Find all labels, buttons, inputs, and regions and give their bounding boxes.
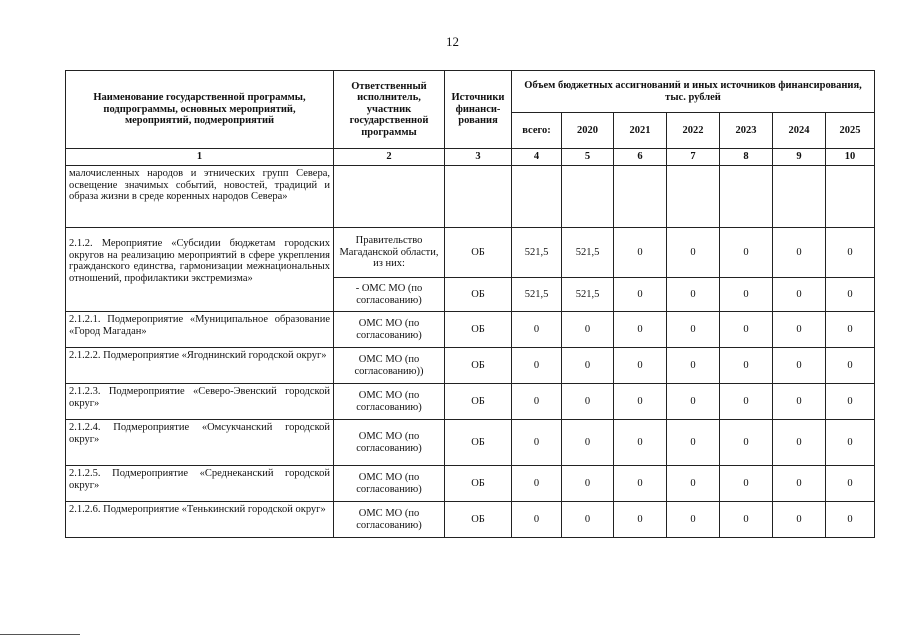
header-year-2025: 2025: [826, 113, 875, 149]
executor-cell: ОМС МО (по согласованию): [334, 466, 445, 502]
value-cell: 0: [826, 228, 875, 278]
source-cell: ОБ: [445, 348, 512, 384]
subevent-name: 2.1.2.4. Подмероприятие «Омсукчанский городской округ»: [66, 420, 334, 466]
value-cell: 521,5: [562, 228, 614, 278]
value-cell: 0: [667, 278, 720, 312]
footer-divider: [0, 634, 80, 635]
source-cell: ОБ: [445, 228, 512, 278]
value-cell: 0: [826, 278, 875, 312]
value-cell: 0: [562, 312, 614, 348]
header-year-2024: 2024: [773, 113, 826, 149]
value-cell: 521,5: [512, 278, 562, 312]
value-cell: 0: [720, 420, 773, 466]
col-num: 8: [720, 149, 773, 166]
executor-cell: - ОМС МО (по согласованию): [334, 278, 445, 312]
value-cell: 0: [826, 502, 875, 538]
value-cell: 0: [512, 420, 562, 466]
header-name: Наименование государственной программы, подпрограммы, основных мероприятий, мероприятий, подмероприятий: [66, 71, 334, 149]
value-cell: 0: [773, 384, 826, 420]
value-cell: 0: [773, 228, 826, 278]
executor-cell: ОМС МО (по согласованию): [334, 312, 445, 348]
value-cell: 0: [614, 420, 667, 466]
value-cell: 0: [562, 348, 614, 384]
value-cell: 0: [562, 502, 614, 538]
header-source: Источники финанси-рования: [445, 71, 512, 149]
source-cell: ОБ: [445, 502, 512, 538]
value-cell: 0: [826, 348, 875, 384]
col-num: 9: [773, 149, 826, 166]
value-cell: 0: [667, 384, 720, 420]
value-cell: 0: [614, 384, 667, 420]
source-cell: ОБ: [445, 420, 512, 466]
table-row: [66, 348, 875, 384]
source-cell: ОБ: [445, 312, 512, 348]
header-executor: Ответственный исполнитель, участник государственной программы: [334, 71, 445, 149]
col-num: 7: [667, 149, 720, 166]
table-row: [66, 502, 875, 538]
value-cell: 0: [773, 466, 826, 502]
col-num: 6: [614, 149, 667, 166]
value-cell: 0: [773, 502, 826, 538]
value-cell: 0: [512, 502, 562, 538]
value-cell: 0: [562, 384, 614, 420]
sub-rows: [66, 312, 875, 538]
value-cell: 0: [614, 466, 667, 502]
source-cell: ОБ: [445, 278, 512, 312]
value-cell: 0: [562, 420, 614, 466]
value-cell: 0: [773, 278, 826, 312]
value-cell: 0: [826, 312, 875, 348]
col-num: 4: [512, 149, 562, 166]
source-cell: ОБ: [445, 466, 512, 502]
executor-cell: ОМС МО (по согласованию): [334, 384, 445, 420]
table-row: [66, 466, 875, 502]
value-cell: 0: [720, 278, 773, 312]
value-cell: 0: [512, 384, 562, 420]
value-cell: 0: [667, 312, 720, 348]
value-cell: 0: [614, 312, 667, 348]
executor-cell: Правительство Магаданской области, из них:: [334, 228, 445, 278]
subevent-name: 2.1.2.1. Подмероприятие «Муниципальное образование «Город Магадан»: [66, 312, 334, 348]
value-cell: 0: [667, 466, 720, 502]
value-cell: 0: [562, 466, 614, 502]
value-cell: 0: [720, 502, 773, 538]
value-cell: 0: [614, 348, 667, 384]
col-num: 10: [826, 149, 875, 166]
value-cell: 0: [720, 384, 773, 420]
value-cell: 0: [512, 312, 562, 348]
col-num: 1: [66, 149, 334, 166]
value-cell: 0: [614, 228, 667, 278]
continuation-text: малочисленных народов и этнических групп Севера, освещение значимых событий, новостей, традиций и образа жизни в среде коренных народов Севера»: [66, 166, 334, 228]
page-number: 12: [446, 34, 459, 49]
header-year-2020: 2020: [562, 113, 614, 149]
source-cell: ОБ: [445, 384, 512, 420]
table-row: [66, 420, 875, 466]
value-cell: 0: [667, 420, 720, 466]
col-num: 3: [445, 149, 512, 166]
table-row: [66, 166, 875, 228]
value-cell: 0: [667, 228, 720, 278]
value-cell: 0: [826, 384, 875, 420]
budget-table: [65, 70, 875, 538]
table-row: [66, 228, 875, 278]
value-cell: 0: [667, 502, 720, 538]
subevent-name: 2.1.2.5. Подмероприятие «Среднеканский городской округ»: [66, 466, 334, 502]
value-cell: 0: [614, 278, 667, 312]
executor-cell: ОМС МО (по согласованию): [334, 420, 445, 466]
value-cell: 0: [826, 420, 875, 466]
executor-cell: ОМС МО (по согласованию): [334, 502, 445, 538]
header-year-total: всего:: [512, 113, 562, 149]
header-budget: Объем бюджетных ассигнований и иных источников финансирования, тыс. рублей: [512, 71, 875, 113]
value-cell: 521,5: [512, 228, 562, 278]
value-cell: 0: [667, 348, 720, 384]
header-year-2023: 2023: [720, 113, 773, 149]
col-num: 5: [562, 149, 614, 166]
table-row: [66, 312, 875, 348]
value-cell: 0: [614, 502, 667, 538]
value-cell: 0: [720, 228, 773, 278]
subevent-name: 2.1.2.6. Подмероприятие «Тенькинский городской округ»: [66, 502, 334, 538]
table-row: [66, 384, 875, 420]
value-cell: 0: [720, 312, 773, 348]
subevent-name: 2.1.2.2. Подмероприятие «Ягоднинский городской округ»: [66, 348, 334, 384]
value-cell: 0: [512, 348, 562, 384]
header-year-2021: 2021: [614, 113, 667, 149]
header-year-2022: 2022: [667, 113, 720, 149]
column-number-row: [66, 149, 875, 166]
value-cell: 521,5: [562, 278, 614, 312]
event-name: 2.1.2. Мероприятие «Субсидии бюджетам городских округов на реализацию мероприятий в сфере укрепления гражданского единства, гармонизации межнациональных отношений, профилактики экстремизма»: [66, 228, 334, 312]
value-cell: 0: [773, 348, 826, 384]
executor-cell: ОМС МО (по согласованию)): [334, 348, 445, 384]
value-cell: 0: [720, 466, 773, 502]
value-cell: 0: [826, 466, 875, 502]
value-cell: 0: [773, 420, 826, 466]
value-cell: 0: [720, 348, 773, 384]
value-cell: 0: [512, 466, 562, 502]
col-num: 2: [334, 149, 445, 166]
subevent-name: 2.1.2.3. Подмероприятие «Северо-Эвенский городской округ»: [66, 384, 334, 420]
value-cell: 0: [773, 312, 826, 348]
